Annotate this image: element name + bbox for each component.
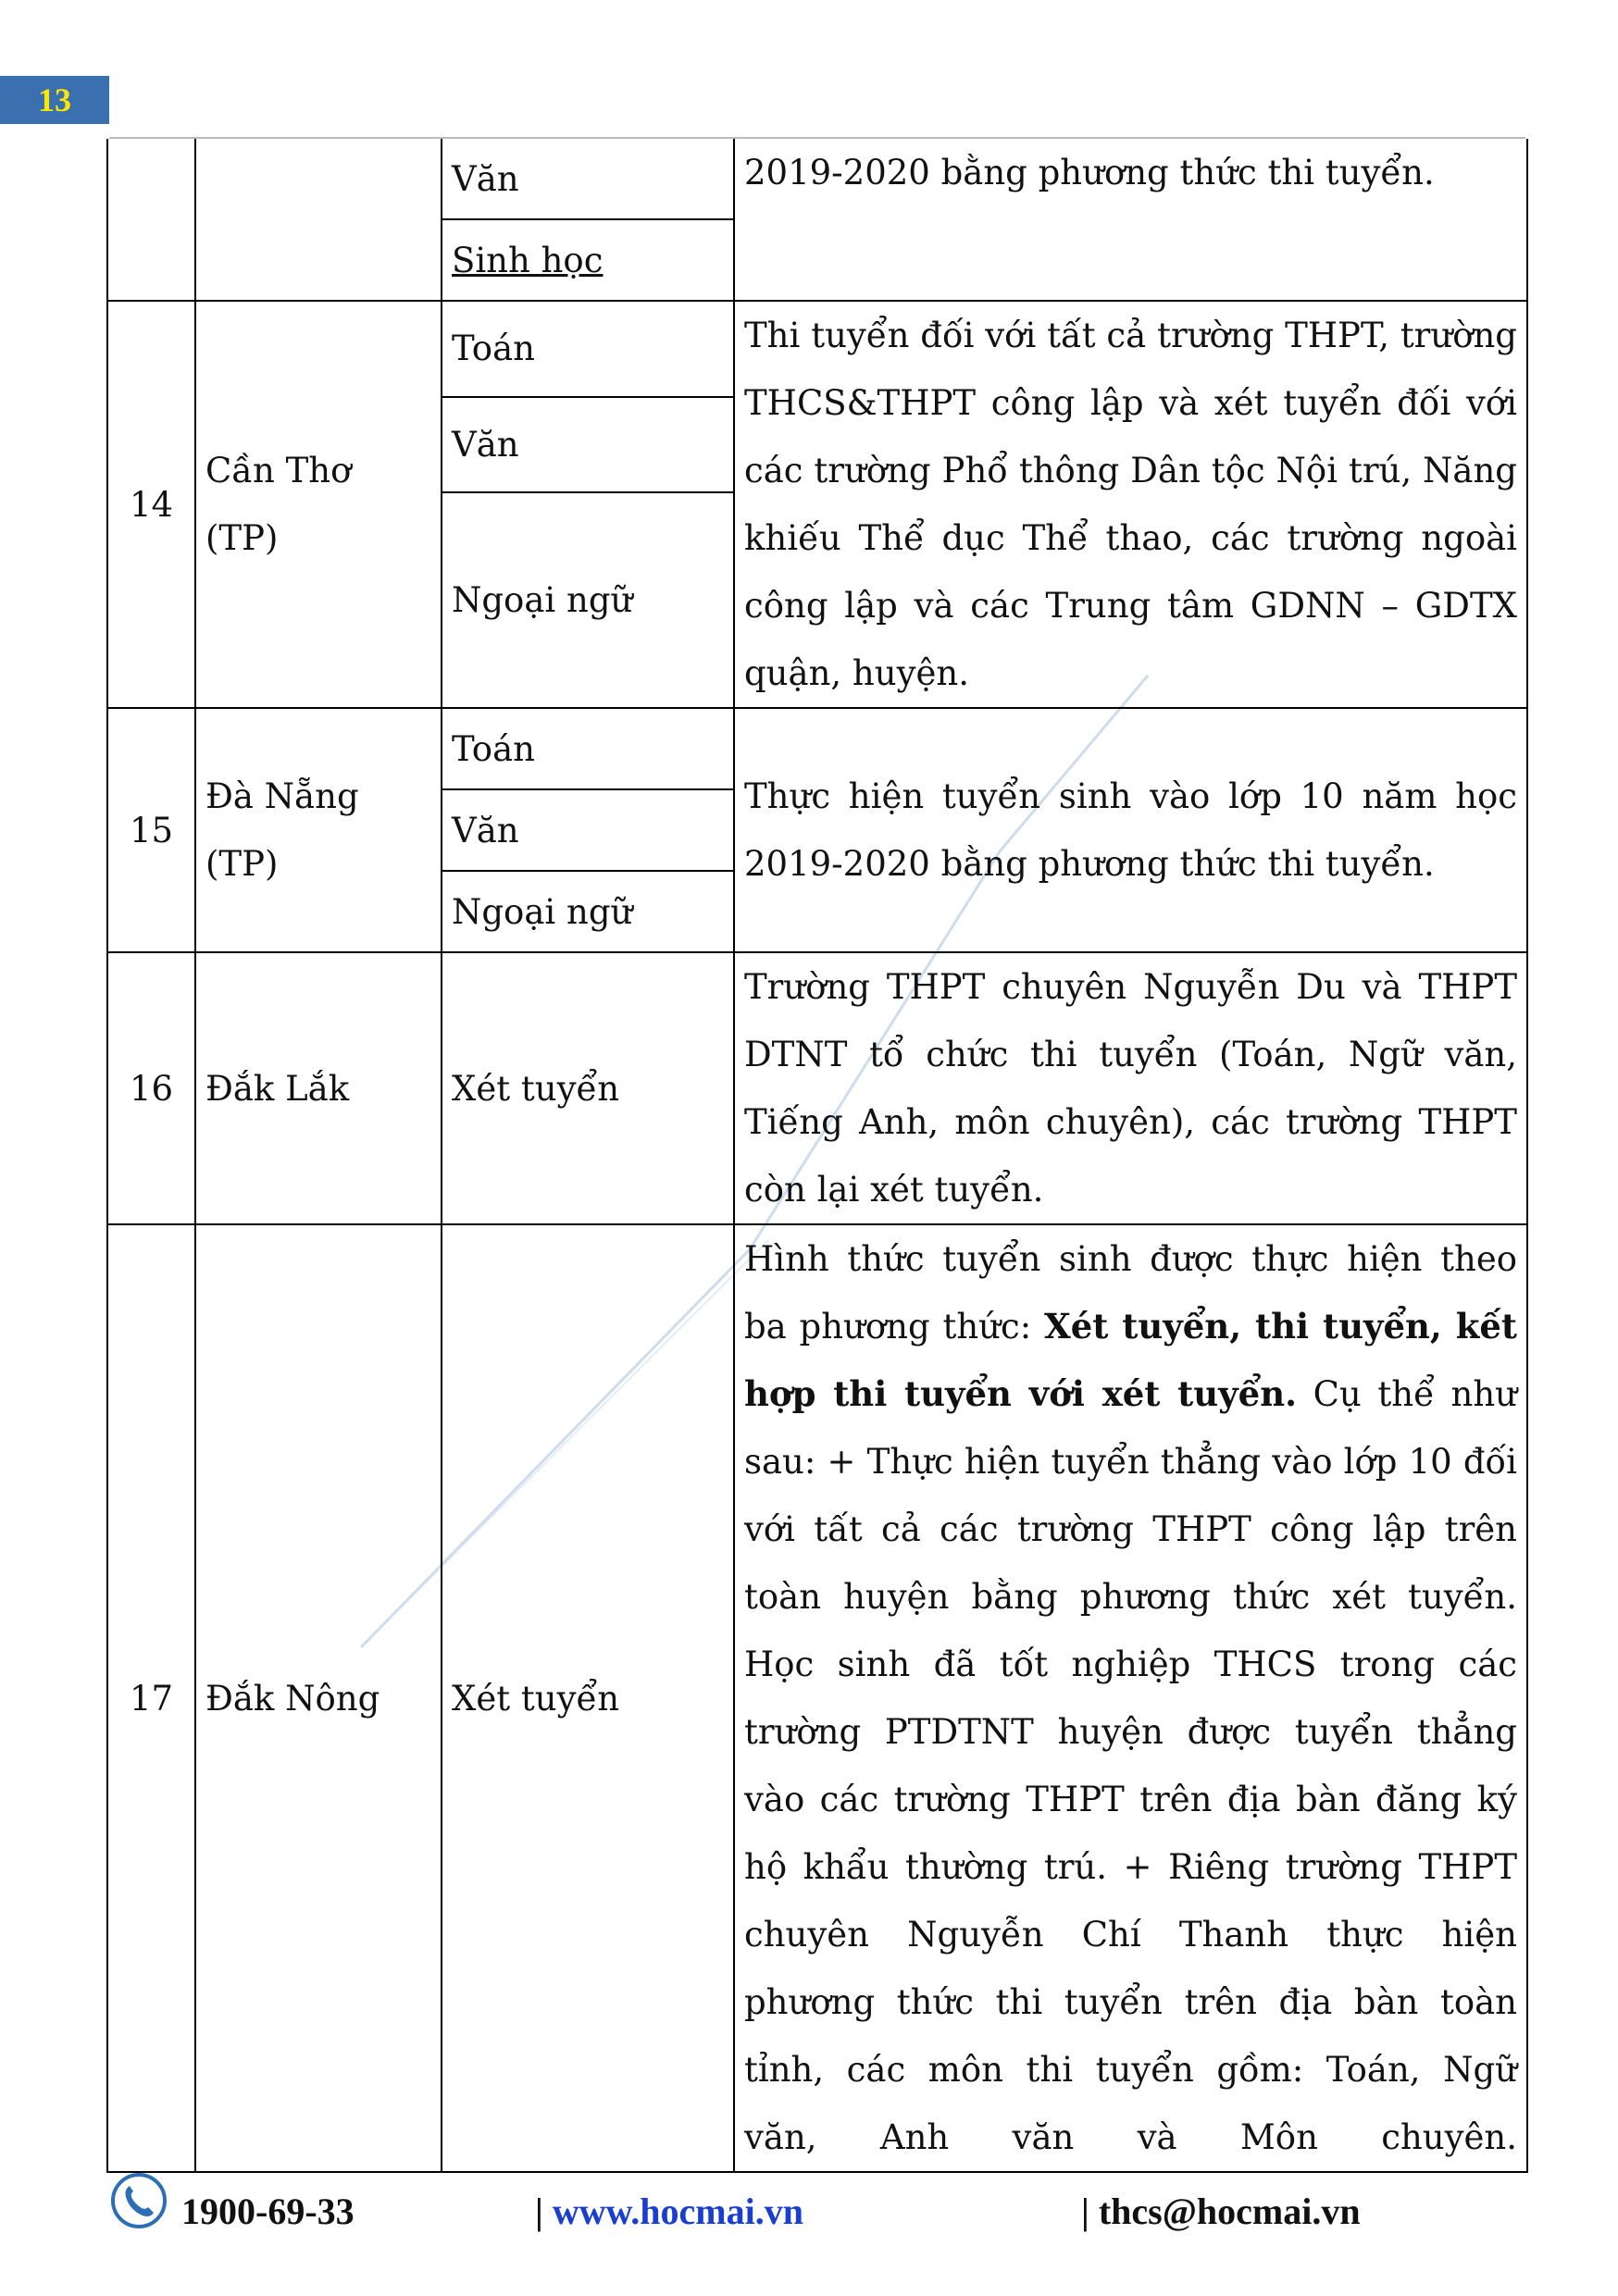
subject-cell: Xét tuyển [442, 1224, 734, 2172]
province-cell: Cần Thơ (TP) [195, 301, 442, 708]
subject-cell: Toán [442, 708, 734, 789]
description-cell [734, 1224, 1527, 2172]
subject-cell: Toán [442, 301, 734, 397]
description-cell: Trường THPT chuyên Nguyễn Du và THPT DTNT tổ chức thi tuyển (Toán, Ngữ văn, Tiếng Anh, môn chuyên), các trường THPT còn lại xét tuyển. [734, 952, 1527, 1224]
subject-cell [442, 219, 734, 301]
province-cell: Đắk Nông [195, 1224, 442, 2172]
page-number: 13 [0, 76, 109, 124]
province-cell: Đắk Lắk [195, 952, 442, 1224]
table-row [107, 708, 1527, 789]
footer-website[interactable] [535, 2190, 803, 2233]
province-cell [195, 139, 442, 301]
table-row [107, 1224, 1527, 2172]
subject-cell: Văn [442, 139, 734, 219]
table-row [107, 301, 1527, 397]
province-cell: Đà Nẵng (TP) [195, 708, 442, 952]
footer-email[interactable] [1081, 2190, 1361, 2233]
table-row [107, 952, 1527, 1224]
table-row [107, 139, 1527, 219]
description-cell: Thi tuyển đối với tất cả trường THPT, trường THCS&THPT công lập và xét tuyển đối với các trường Phổ thông Dân tộc Nội trú, Năng khiếu Thể dục Thể thao, các trường ngoài công lập và các Trung tâm GDNN – GDTX quận, huyện. [734, 301, 1527, 708]
subject-cell: Ngoại ngữ [442, 871, 734, 952]
description-bold-text: Xét tuyển, thi tuyển, kết hợp thi tuyển với xét tuyển. [744, 1306, 1517, 1414]
description-cell: 2019-2020 bằng phương thức thi tuyển. [734, 139, 1527, 301]
subject-cell: Văn [442, 397, 734, 493]
website-link[interactable]: www.hocmai.vn [552, 2191, 803, 2232]
row-number: 15 [107, 708, 195, 952]
description-text: Cụ thể như sau: + Thực hiện tuyển thẳng vào lớp 10 đối với tất cả các trường THPT công lập trên toàn huyện bằng phương thức xét tuyển. Học sinh đã tốt nghiệp THCS trong các trường PTDTNT huyện được tuyển thẳng vào các trường THPT trên địa bàn đăng ký hộ khẩu thường trú. + Riêng trường THPT chuyên Nguyễn Chí Thanh thực hiện phương thức thi tuyển trên địa bàn toàn tỉnh, các môn thi tuyển gồm: Toán, Ngữ văn, Anh văn và Môn chuyên. [744, 1374, 1518, 2157]
footer-phone[interactable]: 1900-69-33 [181, 2191, 355, 2232]
description-text: Hình thức tuyển sinh được thực hiện theo ba phương thức: [744, 1239, 1517, 1347]
row-number [107, 139, 195, 301]
footer-separator: | [1081, 2191, 1089, 2232]
description-cell: Thực hiện tuyển sinh vào lớp 10 năm học 2019-2020 bằng phương thức thi tuyển. [734, 708, 1527, 952]
footer [0, 2156, 1618, 2230]
row-number: 14 [107, 301, 195, 708]
phone-icon [109, 2171, 168, 2230]
footer-separator: | [535, 2191, 543, 2232]
row-number: 16 [107, 952, 195, 1224]
subject-cell: Ngoại ngữ [442, 492, 734, 708]
admissions-table [106, 139, 1528, 2173]
row-number: 17 [107, 1224, 195, 2172]
email-link[interactable]: thcs@hocmai.vn [1098, 2191, 1361, 2232]
subject-label: Sinh học [452, 240, 604, 280]
subject-cell: Xét tuyển [442, 952, 734, 1224]
subject-cell: Văn [442, 789, 734, 871]
